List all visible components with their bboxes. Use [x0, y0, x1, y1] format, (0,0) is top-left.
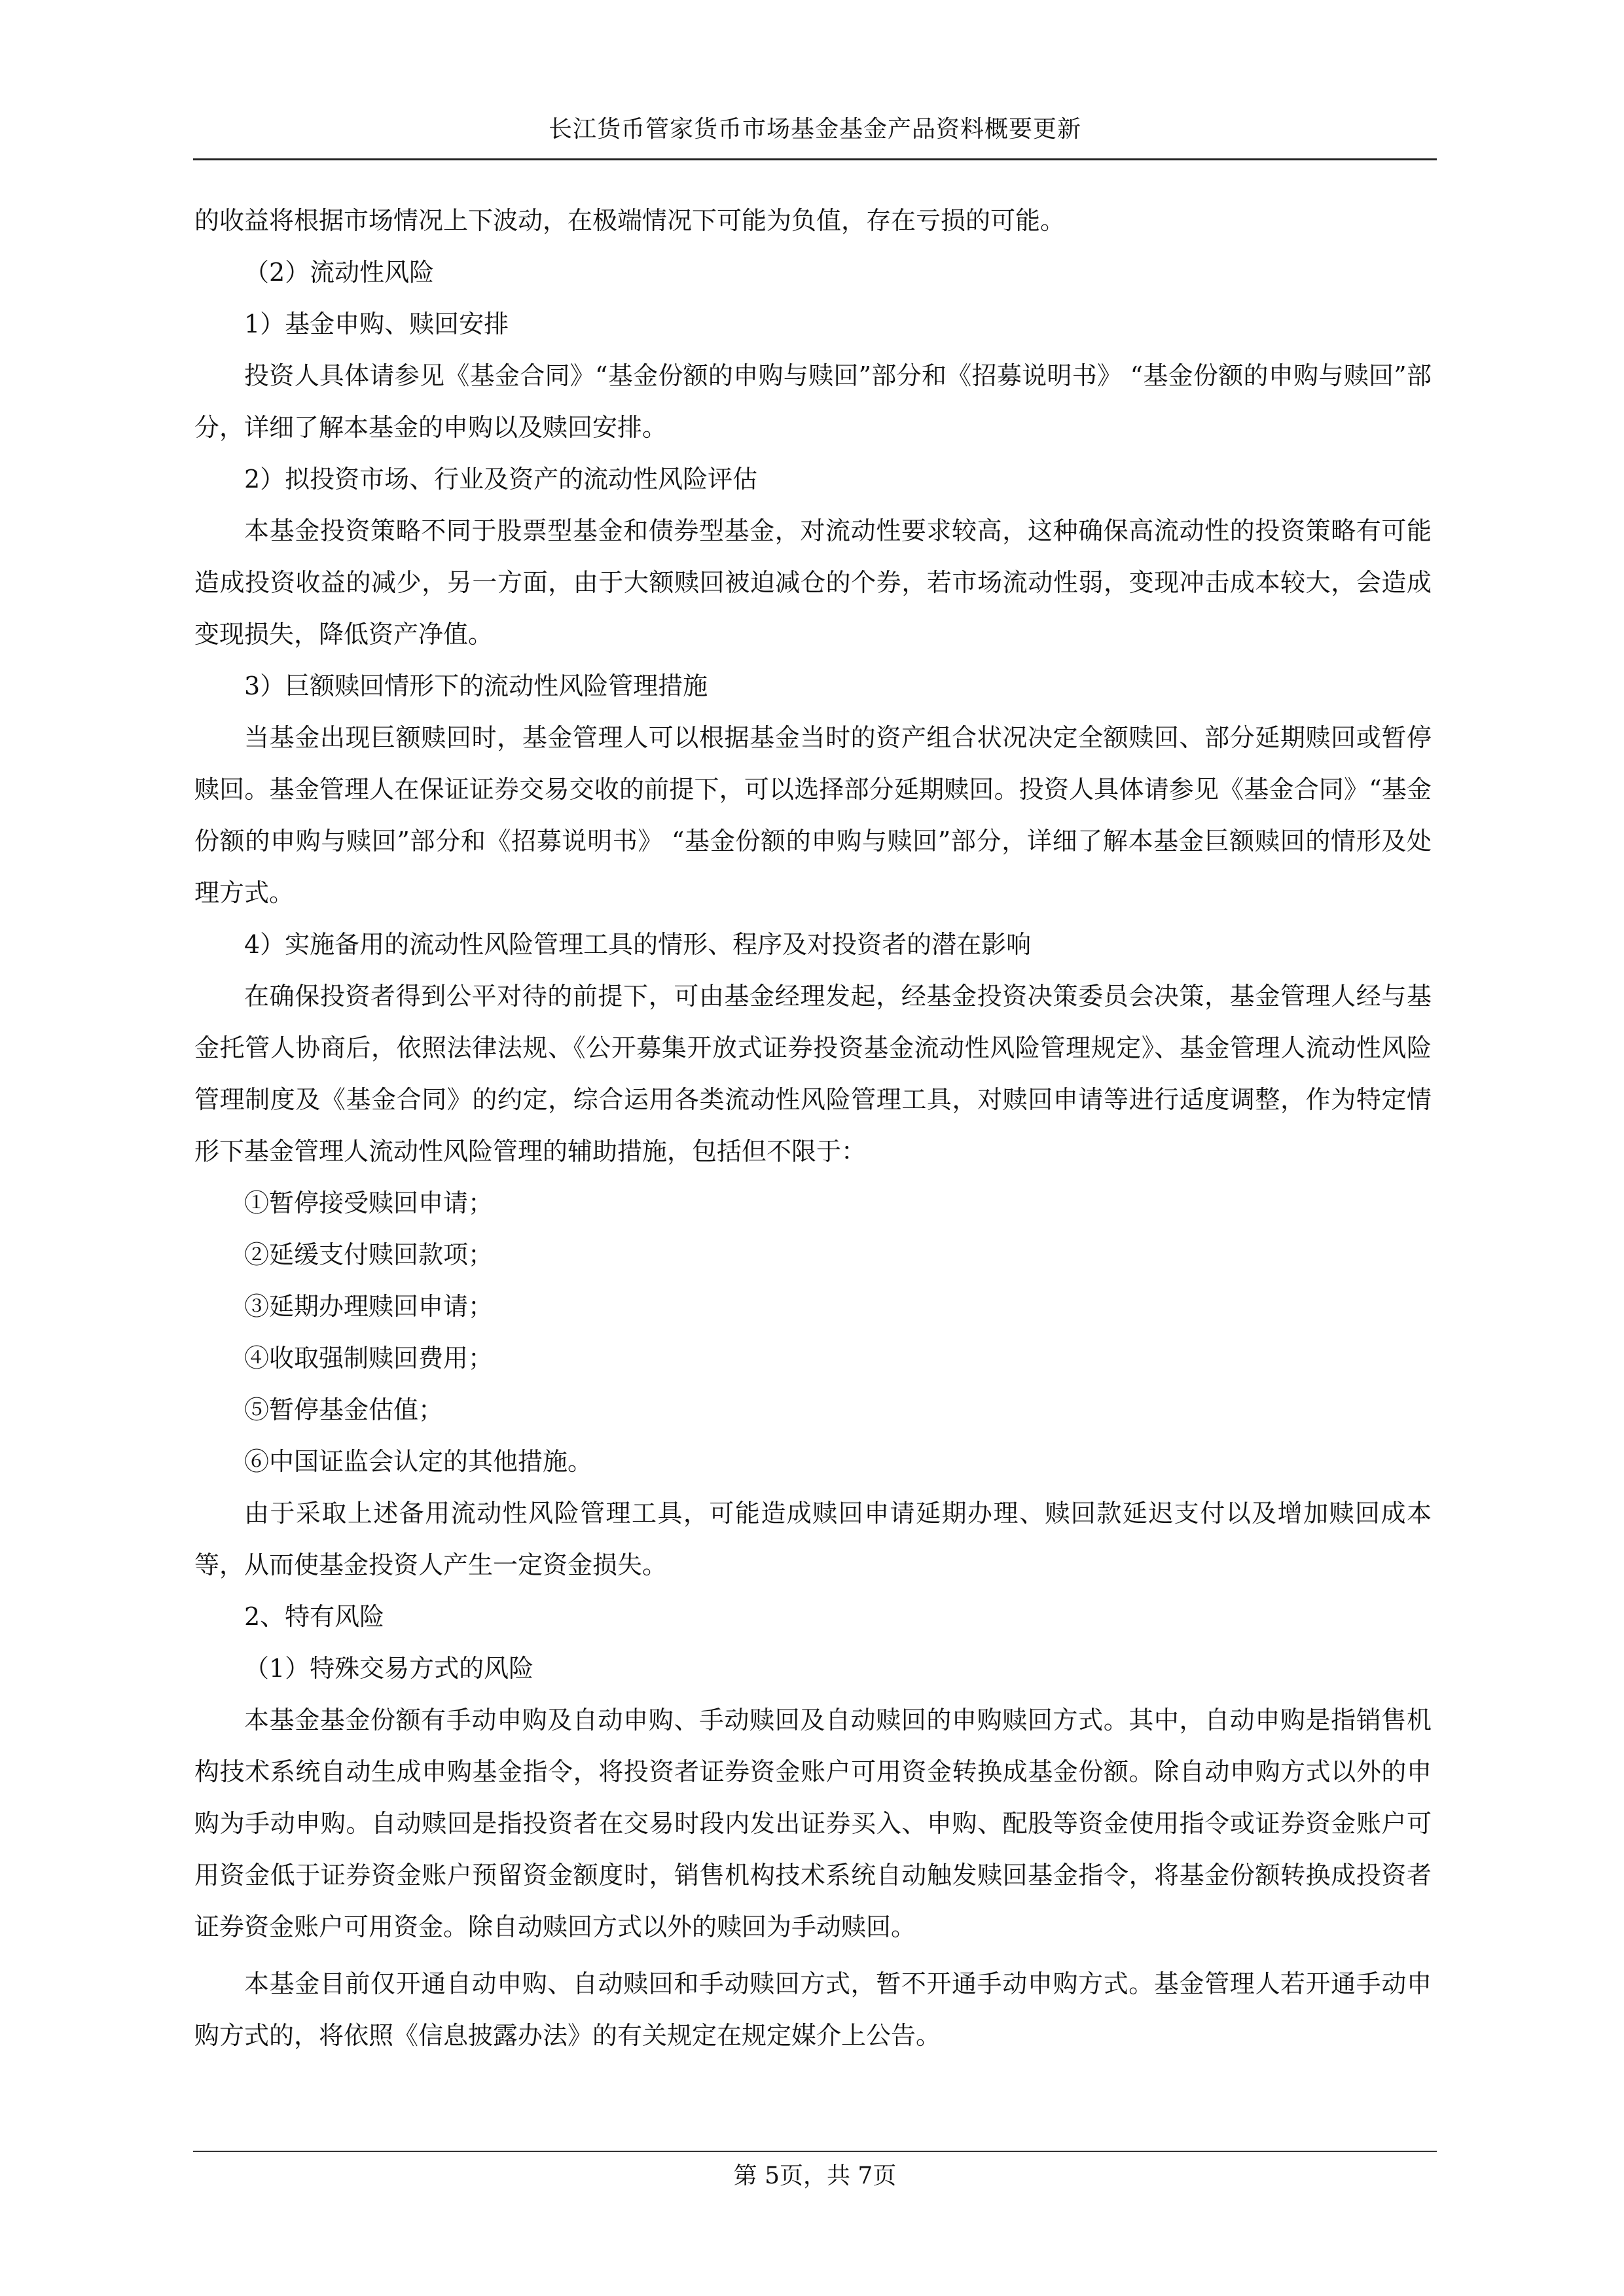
list-item: ①暂停接受赎回申请；	[244, 1189, 494, 1217]
paragraph: 由于采取上述备用流动性风险管理工具，可能造成赎回申请延期办理、赎回款延迟支付以及增加赎回成本等，从而使基金投资人产生一定资金损失。	[194, 1499, 1432, 1579]
list-item: ④收取强制赎回费用；	[244, 1344, 494, 1372]
paragraph: 本基金目前仅开通自动申购、自动赎回和手动赎回方式，暂不开通手动申购方式。基金管理人若开通手动申购方式的，将依照《信息披露办法》的有关规定在规定媒介上公告。	[194, 1969, 1432, 2050]
page-header	[193, 111, 1437, 160]
subsection-heading-liquidity-assessment: 2）拟投资市场、行业及资产的流动性风险评估	[244, 465, 758, 493]
paragraph: 本基金基金份额有手动申购及自动申购、手动赎回及自动赎回的申购赎回方式。其中，自动申购是指销售机构技术系统自动生成申购基金指令，将投资者证券资金账户可用资金转换成基金份额。除自动申购方式以外的申购为手动申购。自动赎回是指投资者在交易时段内发出证券买入、申购、配股等资金使用指令或证券资金账户可用资金低于证券资金账户预留资金额度时，销售机构技术系统自动触发赎回基金指令，将基金份额转换成投资者证券资金账户可用资金。除自动赎回方式以外的赎回为手动赎回。	[194, 1706, 1432, 1941]
document-title: 长江货币管家货币市场基金基金产品资料概要更新	[548, 116, 1081, 143]
section-heading-specific-risk: 2、特有风险	[244, 1602, 385, 1631]
paragraph-continuation: 的收益将根据市场情况上下波动，在极端情况下可能为负值，存在亏损的可能。	[194, 206, 1066, 235]
list-item: ③延期办理赎回申请；	[244, 1292, 494, 1321]
paragraph: 本基金投资策略不同于股票型基金和债券型基金，对流动性要求较高，这种确保高流动性的投资策略有可能造成投资收益的减少，另一方面，由于大额赎回被迫减仓的个券，若市场流动性弱，变现冲击成本较大，会造成变现损失，降低资产净值。	[194, 516, 1432, 649]
section-heading-liquidity-risk: （2）流动性风险	[244, 258, 435, 287]
page-footer	[193, 2151, 1437, 2193]
list-item: ⑥中国证监会认定的其他措施。	[244, 1447, 593, 1476]
list-item: ⑤暂停基金估值；	[244, 1395, 444, 1424]
paragraph: 投资人具体请参见《基金合同》“基金份额的申购与赎回”部分和《招募说明书》 “基金份额的申购与赎回”部分，详细了解本基金的申购以及赎回安排。	[194, 361, 1432, 442]
subsection-heading-special-trading: （1）特殊交易方式的风险	[244, 1654, 534, 1683]
paragraph: 当基金出现巨额赎回时，基金管理人可以根据基金当时的资产组合状况决定全额赎回、部分延期赎回或暂停赎回。基金管理人在保证证券交易交收的前提下，可以选择部分延期赎回。投资人具体请参见《基金合同》“基金份额的申购与赎回”部分和《招募说明书》 “基金份额的申购与赎回”部分，详细了解本基金巨额赎回的情形及处理方式。	[194, 723, 1432, 907]
subsection-heading-backup-tools: 4）实施备用的流动性风险管理工具的情形、程序及对投资者的潜在影响	[244, 930, 1032, 959]
document-body	[194, 195, 1432, 2062]
paragraph: 在确保投资者得到公平对待的前提下，可由基金经理发起，经基金投资决策委员会决策，基金管理人经与基金托管人协商后，依照法律法规、《公开募集开放式证券投资基金流动性风险管理规定》、基金管理人流动性风险管理制度及《基金合同》的约定，综合运用各类流动性风险管理工具，对赎回申请等进行适度调整，作为特定情形下基金管理人流动性风险管理的辅助措施，包括但不限于：	[194, 982, 1432, 1166]
page-number: 第 5页，共 7页	[733, 2162, 897, 2189]
list-item: ②延缓支付赎回款项；	[244, 1240, 494, 1269]
subsection-heading-subscription-redemption: 1）基金申购、赎回安排	[244, 310, 509, 338]
subsection-heading-large-redemption: 3）巨额赎回情形下的流动性风险管理措施	[244, 672, 708, 700]
